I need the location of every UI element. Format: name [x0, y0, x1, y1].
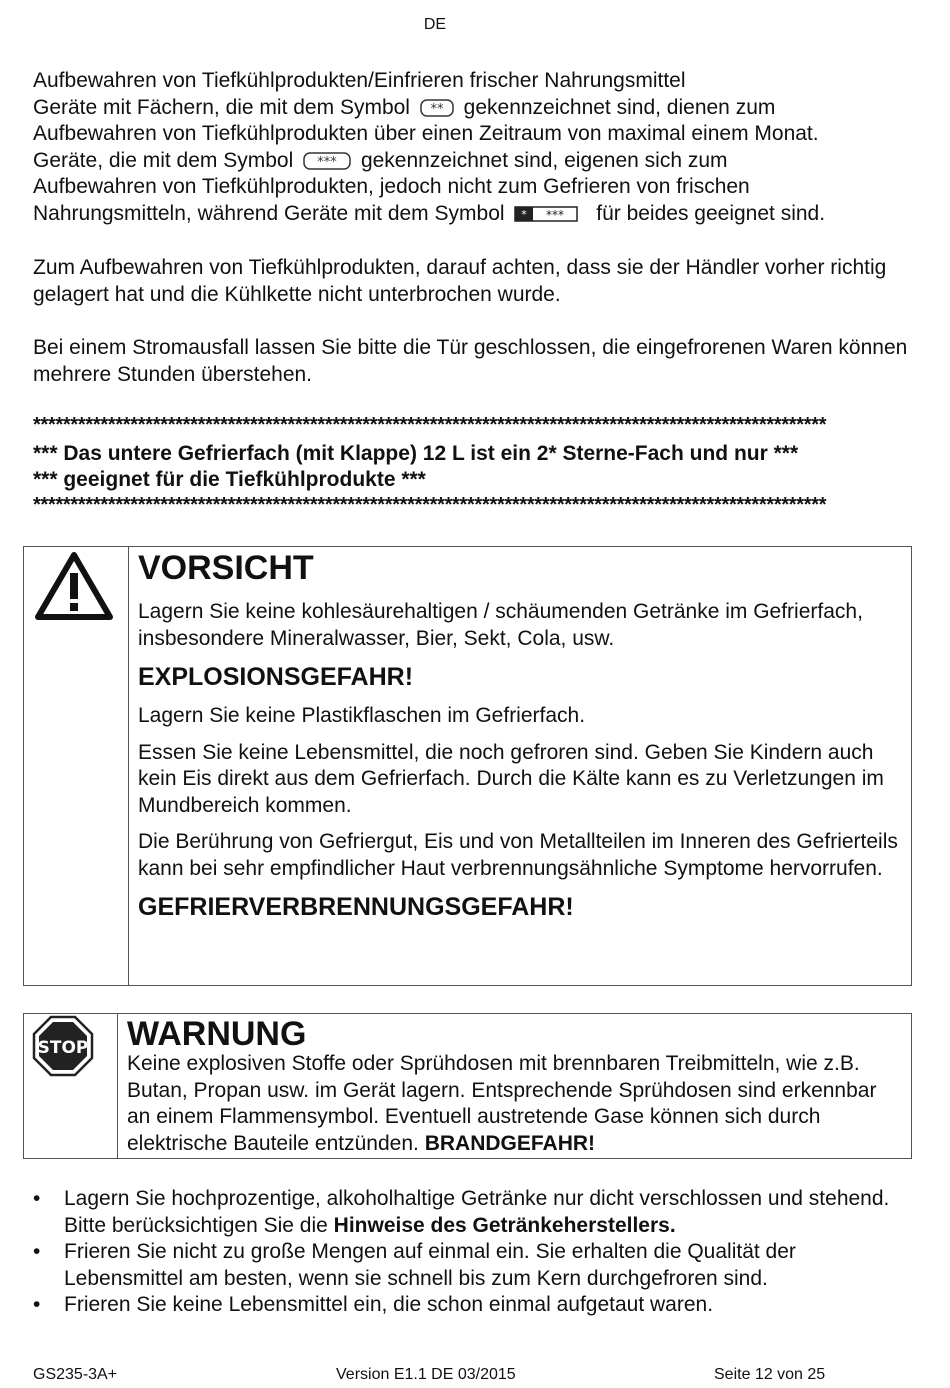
intro-line-5-a: Nahrungsmitteln, während Geräte mit dem Symbol	[33, 201, 505, 225]
paragraph-cold-chain: Zum Aufbewahren von Tiefkühlprodukten, darauf achten, dass sie der Händler vorher richtig gelagert hat und die Kühlkette nicht unterbrochen wurde.	[33, 256, 887, 306]
caution-text-2: Lagern Sie keine Plastikflaschen im Gefrierfach.	[138, 704, 586, 727]
list-item	[33, 1186, 913, 1239]
language-code: DE	[423, 16, 447, 33]
intro-line-1-b: gekennzeichnet sind, dienen zum	[463, 95, 776, 119]
caution-text-1: Lagern Sie keine kohlesäurehaltigen / schäumenden Getränke im Gefrierfach, insbesondere Mineralwasser, Bier, Sekt, Cola, usw.	[138, 600, 863, 650]
caution-box	[23, 546, 912, 986]
three-star-symbol-icon	[303, 152, 351, 170]
bullet-icon: •	[33, 1187, 41, 1210]
four-star-symbol-icon	[514, 206, 578, 222]
paragraph-power-outage: Bei einem Stromausfall lassen Sie bitte die Tür geschlossen, die eingefrorenen Waren können mehrere Stunden überstehen.	[33, 336, 908, 386]
intro-section	[33, 68, 923, 227]
intro-line-2: Aufbewahren von Tiefkühlprodukten über einen Zeitraum von maximal einem Monat.	[33, 122, 819, 145]
warning-text-body: Keine explosiven Stoffe oder Sprühdosen mit brennbaren Treibmitteln, wie z.B. Butan, Propan usw. im Gerät lagern. Entsprechende Sprühdosen sind erkennbar an einem Flammensymbol. Eventuell austretende Gase können sich durch elektrische Bauteile entzünden.	[127, 1052, 877, 1155]
list-item	[33, 1239, 913, 1292]
stop-sign-icon	[32, 1015, 94, 1077]
stars-divider-top: **********************************************************************************************************	[33, 414, 827, 436]
warning-icon-column	[24, 1014, 118, 1158]
caution-text-4: Die Berührung von Gefriergut, Eis und von Metallteilen im Inneren des Gefrierteils kann bei sehr empfindlicher Haut verbrennungsähnliche Symptome hervorrufen.	[138, 830, 898, 880]
bullet-text-1-bold: Hinweise des Getränkeherstellers.	[333, 1213, 676, 1237]
explosion-hazard-label: EXPLOSIONSGEFAHR!	[138, 663, 414, 691]
warning-text	[127, 1051, 905, 1157]
svg-text:***: ***	[317, 154, 337, 170]
caution-title: VORSICHT	[138, 549, 314, 587]
footer-model: GS235-3A+	[33, 1366, 118, 1383]
notice-line-1: *** Das untere Gefrierfach (mit Klappe) 12 L ist ein 2* Sterne-Fach und nur ***	[33, 442, 799, 465]
freezer-burn-hazard-label: GEFRIERVERBRENNUNGSGEFAHR!	[138, 893, 574, 921]
footer-page-number: Seite 12 von 25	[714, 1366, 826, 1383]
intro-line-1	[33, 95, 923, 122]
notice-line-2: *** geeignet für die Tiefkühlprodukte ***	[33, 468, 426, 491]
warning-box	[23, 1013, 912, 1159]
bullet-icon: •	[33, 1240, 41, 1263]
bullet-list	[33, 1186, 913, 1319]
two-star-symbol-icon	[420, 99, 454, 117]
list-item	[33, 1292, 913, 1319]
caution-icon-column	[24, 547, 129, 985]
caution-content	[138, 549, 905, 922]
footer-version: Version E1.1 DE 03/2015	[336, 1366, 516, 1383]
stop-sign-label: STOP	[37, 1038, 89, 1058]
intro-line-5-b: für beides geeignet sind.	[596, 201, 826, 225]
warning-title: WARNUNG	[127, 1015, 307, 1053]
warning-triangle-icon	[34, 551, 114, 621]
fire-hazard-label: BRANDGEFAHR!	[424, 1131, 596, 1155]
bullet-text-2: Frieren Sie nicht zu große Mengen auf einmal ein. Sie erhalten die Qualität der Lebensmittel am besten, wenn sie schnell bis zum Kern durchgefroren sind.	[64, 1240, 796, 1290]
intro-line-3-b: gekennzeichnet sind, eigenen sich zum	[360, 148, 728, 172]
bullet-text-3: Frieren Sie keine Lebensmittel ein, die schon einmal aufgetaut waren.	[64, 1293, 714, 1316]
intro-line-1-a: Geräte mit Fächern, die mit dem Symbol	[33, 95, 410, 119]
intro-line-5	[33, 201, 923, 228]
intro-line-3	[33, 148, 923, 175]
bullet-text-1: Lagern Sie hochprozentige, alkoholhaltige Getränke nur dicht verschlossen und stehend. Bitte berücksichtigen Sie die	[64, 1187, 890, 1237]
intro-line-3-a: Geräte, die mit dem Symbol	[33, 148, 294, 172]
bullet-icon: •	[33, 1293, 41, 1316]
caution-text-3: Essen Sie keine Lebensmittel, die noch gefroren sind. Geben Sie Kindern auch kein Eis direkt aus dem Gefrierfach. Durch die Kälte kann es zu Verletzungen im Mundbereich kommen.	[138, 740, 884, 817]
stars-divider-bottom: **********************************************************************************************************	[33, 494, 827, 516]
warning-content	[127, 1015, 905, 1157]
intro-line-4: Aufbewahren von Tiefkühlprodukten, jedoch nicht zum Gefrieren von frischen	[33, 175, 750, 198]
intro-heading: Aufbewahren von Tiefkühlprodukten/Einfrieren frischer Nahrungsmittel	[33, 69, 686, 92]
svg-text:**: **	[430, 101, 444, 117]
svg-text:*: *	[521, 207, 528, 221]
svg-text:***: ***	[546, 207, 565, 222]
